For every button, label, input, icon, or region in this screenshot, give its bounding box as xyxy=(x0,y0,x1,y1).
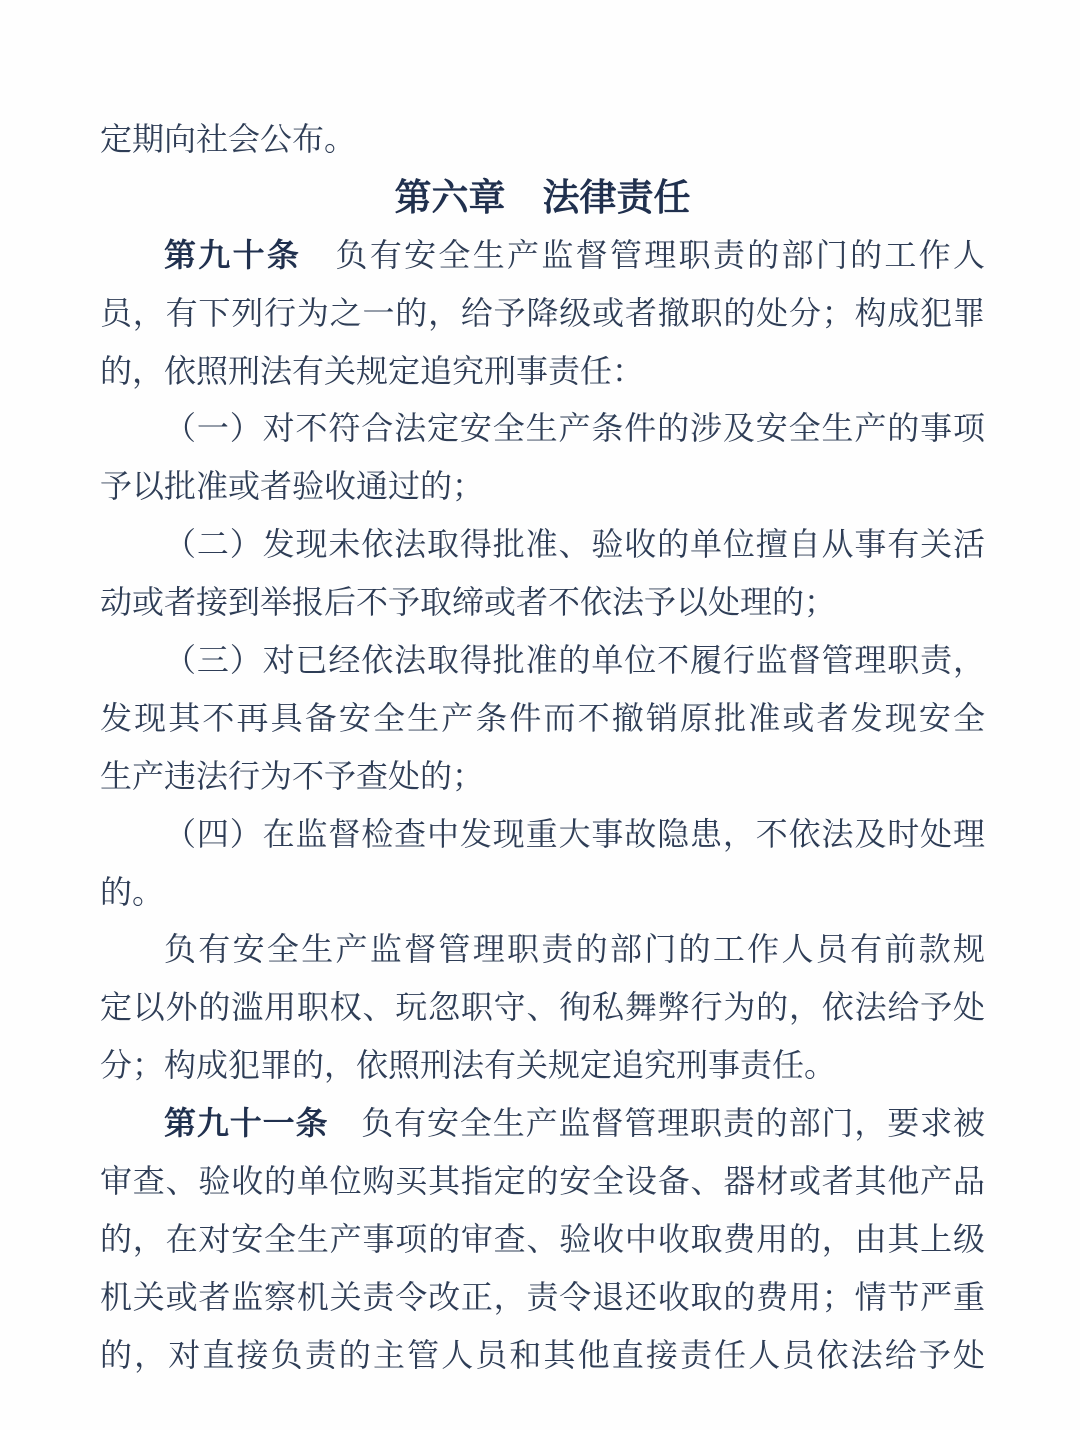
article-90-item-2-line-2 xyxy=(100,574,985,632)
article-91-line-3 xyxy=(100,1211,985,1269)
article-90-line-1 xyxy=(100,227,985,285)
body-text-run: 负有安全生产监督管理职责的部门，要求被 xyxy=(328,1105,985,1142)
article-90-line-3 xyxy=(100,343,985,401)
body-text-run: 定期向社会公布。 xyxy=(100,121,357,157)
body-text-run: 的。 xyxy=(100,873,165,910)
body-text-run: 的，对直接负责的主管人员和其他直接责任人员依法给予处 xyxy=(100,1336,985,1373)
body-text-run: 分；构成犯罪的，依照刑法有关规定追究刑事责任。 xyxy=(100,1047,837,1084)
para-continuation-line xyxy=(100,111,985,169)
body-text-run: （一）对不符合法定安全生产条件的涉及安全生产的事项 xyxy=(164,410,985,447)
body-text-run: 动或者接到举报后不予取缔或者不依法予以处理的； xyxy=(100,584,837,621)
body-text-run: （四）在监督检查中发现重大事故隐患，不依法及时处理 xyxy=(164,815,985,852)
article-91-line-4 xyxy=(100,1269,985,1327)
article-90-item-1-line-1 xyxy=(100,400,985,458)
article-90-para-2-line-3 xyxy=(100,1037,985,1095)
article-91-number: 第九十一条 xyxy=(164,1105,329,1142)
article-90-line-2 xyxy=(100,285,985,343)
article-90-para-2-line-2 xyxy=(100,979,985,1037)
body-text-run: 的，在对安全生产事项的审查、验收中收取费用的，由其上级 xyxy=(100,1220,985,1257)
body-text-run: （二）发现未依法取得批准、验收的单位擅自从事有关活 xyxy=(164,526,985,563)
body-text-run: 机关或者监察机关责令改正，责令退还收取的费用；情节严重 xyxy=(100,1278,985,1315)
article-90-para-2-line-1 xyxy=(100,921,985,979)
article-90-item-4-line-2 xyxy=(100,864,985,922)
article-90-number: 第九十条 xyxy=(164,236,302,273)
body-text-run: 定以外的滥用职权、玩忽职守、徇私舞弊行为的，依法给予处 xyxy=(100,989,985,1026)
body-text-run: 发现其不再具备安全生产条件而不撤销原批准或者发现安全 xyxy=(100,699,985,736)
article-91-line-5 xyxy=(100,1327,985,1385)
body-text-run: 负有安全生产监督管理职责的部门的工作人 xyxy=(301,236,985,273)
article-90-item-3-line-1 xyxy=(100,632,985,690)
body-text-run: 予以批准或者验收通过的； xyxy=(100,468,485,505)
body-text-run: 审查、验收的单位购买其指定的安全设备、器材或者其他产品 xyxy=(100,1163,985,1200)
article-90-item-3-line-3 xyxy=(100,748,985,806)
body-text-run: 员，有下列行为之一的，给予降级或者撤职的处分；构成犯罪 xyxy=(100,294,985,331)
article-91-line-2 xyxy=(100,1153,985,1211)
document-text xyxy=(100,111,985,1385)
article-91-line-1 xyxy=(100,1095,985,1153)
body-text-run: 生产违法行为不予查处的； xyxy=(100,757,485,794)
body-text-run: （三）对已经依法取得批准的单位不履行监督管理职责， xyxy=(164,642,985,679)
chapter-6-heading xyxy=(100,169,985,227)
body-text-run: 负有安全生产监督管理职责的部门的工作人员有前款规 xyxy=(164,931,985,968)
article-90-item-2-line-1 xyxy=(100,516,985,574)
article-90-item-3-line-2 xyxy=(100,690,985,748)
body-text-run: 的，依照刑法有关规定追究刑事责任： xyxy=(100,352,645,389)
chapter-heading-text: 第六章 法律责任 xyxy=(394,176,691,218)
article-90-item-1-line-2 xyxy=(100,458,985,516)
article-90-item-4-line-1 xyxy=(100,806,985,864)
